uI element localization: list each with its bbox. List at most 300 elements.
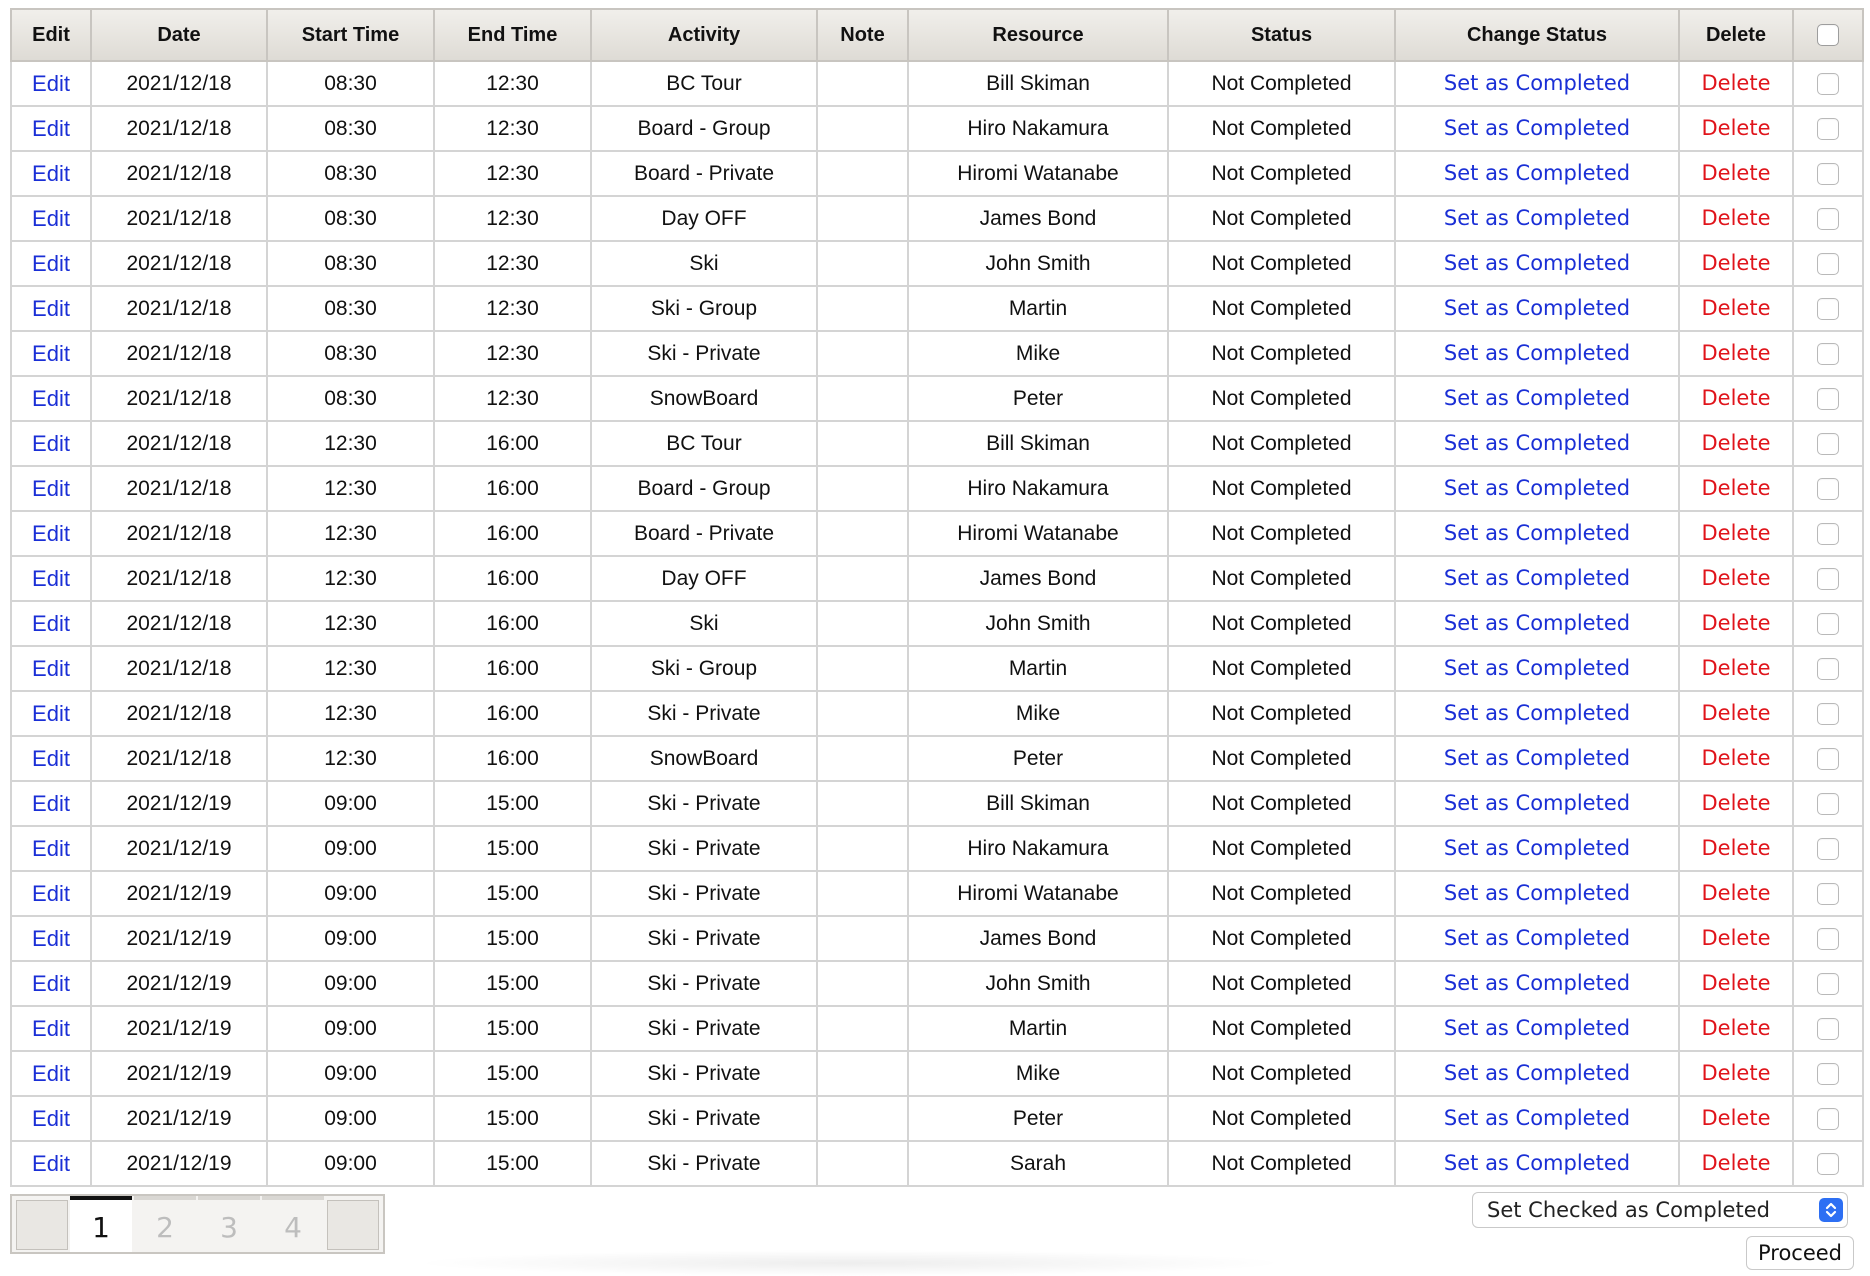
edit-cell: [11, 61, 91, 106]
row-checkbox[interactable]: [1817, 1108, 1839, 1130]
date-cell: 2021/12/19: [91, 826, 267, 871]
start-time-cell: 08:30: [267, 241, 434, 286]
resource-cell: Hiro Nakamura: [908, 106, 1168, 151]
resource-cell: Hiromi Watanabe: [908, 511, 1168, 556]
delete-link[interactable]: Delete: [1701, 791, 1771, 815]
row-checkbox[interactable]: [1817, 928, 1839, 950]
activity-cell: Ski - Private: [591, 1006, 817, 1051]
edit-link[interactable]: Edit: [32, 250, 70, 276]
column-header-note: Note: [817, 9, 908, 61]
set-as-completed-cell: [1395, 691, 1679, 736]
row-checkbox[interactable]: [1817, 253, 1839, 275]
column-header-start-time[interactable]: Start Time: [267, 9, 434, 61]
row-checkbox[interactable]: [1817, 973, 1839, 995]
page-1-button[interactable]: 1: [70, 1196, 132, 1252]
set-as-completed-link[interactable]: Set as Completed: [1443, 296, 1631, 320]
table-row: [11, 601, 1863, 646]
row-checkbox[interactable]: [1817, 163, 1839, 185]
table-row: [11, 196, 1863, 241]
delete-link[interactable]: Delete: [1701, 1061, 1771, 1085]
set-as-completed-cell: [1395, 376, 1679, 421]
date-cell: 2021/12/18: [91, 286, 267, 331]
start-time-cell: 09:00: [267, 826, 434, 871]
status-cell: Not Completed: [1168, 466, 1395, 511]
edit-cell: [11, 691, 91, 736]
delete-cell: [1679, 871, 1793, 916]
row-checkbox[interactable]: [1817, 838, 1839, 860]
bulk-action-select[interactable]: [1472, 1192, 1848, 1228]
set-as-completed-cell: [1395, 1006, 1679, 1051]
note-cell: [817, 196, 908, 241]
status-cell: Not Completed: [1168, 1006, 1395, 1051]
delete-link[interactable]: Delete: [1701, 746, 1771, 770]
edit-cell: [11, 196, 91, 241]
set-as-completed-cell: [1395, 1051, 1679, 1096]
column-header-date[interactable]: Date: [91, 9, 267, 61]
delete-link[interactable]: Delete: [1701, 206, 1771, 230]
delete-link[interactable]: Delete: [1701, 71, 1771, 95]
edit-link[interactable]: Edit: [32, 475, 70, 501]
date-cell: 2021/12/18: [91, 241, 267, 286]
row-checkbox[interactable]: [1817, 658, 1839, 680]
delete-link[interactable]: Delete: [1701, 476, 1771, 500]
status-cell: Not Completed: [1168, 1051, 1395, 1096]
delete-link[interactable]: Delete: [1701, 926, 1771, 950]
delete-link[interactable]: Delete: [1701, 1016, 1771, 1040]
edit-link[interactable]: Edit: [32, 1150, 70, 1176]
delete-cell: [1679, 466, 1793, 511]
delete-cell: [1679, 286, 1793, 331]
row-checkbox[interactable]: [1817, 1153, 1839, 1175]
delete-link[interactable]: Delete: [1701, 566, 1771, 590]
date-cell: 2021/12/19: [91, 961, 267, 1006]
status-cell: Not Completed: [1168, 601, 1395, 646]
delete-link[interactable]: Delete: [1701, 341, 1771, 365]
end-time-cell: 15:00: [434, 826, 591, 871]
end-time-cell: 12:30: [434, 286, 591, 331]
set-as-completed-cell: [1395, 421, 1679, 466]
row-checkbox[interactable]: [1817, 343, 1839, 365]
start-time-cell: 09:00: [267, 1051, 434, 1096]
delete-cell: [1679, 241, 1793, 286]
delete-cell: [1679, 556, 1793, 601]
row-select-cell: [1793, 511, 1863, 556]
end-time-cell: 15:00: [434, 871, 591, 916]
page-3-button[interactable]: 3: [198, 1196, 260, 1252]
activity-cell: Ski - Private: [591, 961, 817, 1006]
note-cell: [817, 826, 908, 871]
edit-cell: [11, 466, 91, 511]
edit-link[interactable]: Edit: [32, 1060, 70, 1086]
activity-cell: Ski - Private: [591, 781, 817, 826]
end-time-cell: 15:00: [434, 916, 591, 961]
status-cell: Not Completed: [1168, 286, 1395, 331]
edit-link[interactable]: Edit: [32, 970, 70, 996]
end-time-cell: 15:00: [434, 1141, 591, 1186]
edit-link[interactable]: Edit: [32, 385, 70, 411]
end-time-cell: 12:30: [434, 61, 591, 106]
edit-cell: [11, 511, 91, 556]
edit-link[interactable]: Edit: [32, 115, 70, 141]
note-cell: [817, 1096, 908, 1141]
activity-cell: Ski - Group: [591, 286, 817, 331]
bottom-shadow: [410, 1250, 1290, 1276]
set-as-completed-link[interactable]: Set as Completed: [1443, 791, 1631, 815]
set-as-completed-link[interactable]: Set as Completed: [1443, 71, 1631, 95]
start-time-cell: 09:00: [267, 1096, 434, 1141]
edit-link[interactable]: Edit: [32, 70, 70, 96]
set-as-completed-link[interactable]: Set as Completed: [1443, 206, 1631, 230]
delete-cell: [1679, 781, 1793, 826]
end-time-cell: 16:00: [434, 421, 591, 466]
delete-link[interactable]: Delete: [1701, 611, 1771, 635]
set-as-completed-link[interactable]: Set as Completed: [1443, 1151, 1631, 1175]
delete-link[interactable]: Delete: [1701, 656, 1771, 680]
delete-cell: [1679, 331, 1793, 376]
set-as-completed-cell: [1395, 871, 1679, 916]
set-as-completed-link[interactable]: Set as Completed: [1443, 701, 1631, 725]
row-select-cell: [1793, 286, 1863, 331]
table-row: [11, 916, 1863, 961]
set-as-completed-link[interactable]: Set as Completed: [1443, 926, 1631, 950]
row-checkbox[interactable]: [1817, 613, 1839, 635]
edit-cell: [11, 601, 91, 646]
activity-cell: Ski - Group: [591, 646, 817, 691]
row-select-cell: [1793, 421, 1863, 466]
edit-link[interactable]: Edit: [32, 925, 70, 951]
activity-cell: Ski - Private: [591, 1096, 817, 1141]
set-as-completed-link[interactable]: Set as Completed: [1443, 386, 1631, 410]
page-2-button[interactable]: 2: [134, 1196, 196, 1252]
row-select-cell: [1793, 736, 1863, 781]
edit-link[interactable]: Edit: [32, 340, 70, 366]
row-checkbox[interactable]: [1817, 1018, 1839, 1040]
start-time-cell: 08:30: [267, 331, 434, 376]
end-time-cell: 16:00: [434, 601, 591, 646]
set-as-completed-link[interactable]: Set as Completed: [1443, 521, 1631, 545]
column-header-activity[interactable]: Activity: [591, 9, 817, 61]
delete-link[interactable]: Delete: [1701, 521, 1771, 545]
table-row: [11, 331, 1863, 376]
set-as-completed-link[interactable]: Set as Completed: [1443, 881, 1631, 905]
start-time-cell: 09:00: [267, 961, 434, 1006]
delete-cell: [1679, 1006, 1793, 1051]
set-as-completed-link[interactable]: Set as Completed: [1443, 611, 1631, 635]
delete-link[interactable]: Delete: [1701, 431, 1771, 455]
date-cell: 2021/12/19: [91, 781, 267, 826]
date-cell: 2021/12/18: [91, 601, 267, 646]
note-cell: [817, 781, 908, 826]
status-cell: Not Completed: [1168, 151, 1395, 196]
row-select-cell: [1793, 151, 1863, 196]
resource-cell: Martin: [908, 286, 1168, 331]
note-cell: [817, 61, 908, 106]
set-as-completed-link[interactable]: Set as Completed: [1443, 1106, 1631, 1130]
row-checkbox[interactable]: [1817, 883, 1839, 905]
note-cell: [817, 286, 908, 331]
note-cell: [817, 466, 908, 511]
set-as-completed-link[interactable]: Set as Completed: [1443, 1061, 1631, 1085]
edit-link[interactable]: Edit: [32, 610, 70, 636]
status-cell: Not Completed: [1168, 331, 1395, 376]
next-page-button[interactable]: [327, 1200, 379, 1250]
note-cell: [817, 961, 908, 1006]
set-as-completed-link[interactable]: Set as Completed: [1443, 1016, 1631, 1040]
edit-cell: [11, 556, 91, 601]
delete-link[interactable]: Delete: [1701, 116, 1771, 140]
row-checkbox[interactable]: [1817, 703, 1839, 725]
table-row: [11, 1006, 1863, 1051]
date-cell: 2021/12/19: [91, 1096, 267, 1141]
edit-link[interactable]: Edit: [32, 430, 70, 456]
edit-link[interactable]: Edit: [32, 835, 70, 861]
start-time-cell: 09:00: [267, 781, 434, 826]
delete-link[interactable]: Delete: [1701, 1106, 1771, 1130]
note-cell: [817, 691, 908, 736]
note-cell: [817, 871, 908, 916]
proceed-button[interactable]: Proceed: [1746, 1236, 1854, 1270]
status-cell: Not Completed: [1168, 646, 1395, 691]
activity-cell: BC Tour: [591, 421, 817, 466]
set-as-completed-cell: [1395, 601, 1679, 646]
edit-cell: [11, 106, 91, 151]
activity-cell: Ski - Private: [591, 916, 817, 961]
set-as-completed-cell: [1395, 961, 1679, 1006]
row-select-cell: [1793, 826, 1863, 871]
resource-cell: Martin: [908, 1006, 1168, 1051]
end-time-cell: 16:00: [434, 556, 591, 601]
edit-cell: [11, 826, 91, 871]
status-cell: Not Completed: [1168, 781, 1395, 826]
start-time-cell: 12:30: [267, 691, 434, 736]
table-row: [11, 646, 1863, 691]
column-header-edit: Edit: [11, 9, 91, 61]
select-all-checkbox[interactable]: [1817, 24, 1839, 46]
row-select-cell: [1793, 196, 1863, 241]
resource-cell: John Smith: [908, 601, 1168, 646]
set-as-completed-link[interactable]: Set as Completed: [1443, 971, 1631, 995]
set-as-completed-link[interactable]: Set as Completed: [1443, 431, 1631, 455]
date-cell: 2021/12/18: [91, 556, 267, 601]
table-row: [11, 1141, 1863, 1186]
end-time-cell: 15:00: [434, 1096, 591, 1141]
resource-cell: Sarah: [908, 1141, 1168, 1186]
status-cell: Not Completed: [1168, 61, 1395, 106]
note-cell: [817, 1051, 908, 1096]
edit-link[interactable]: Edit: [32, 790, 70, 816]
delete-link[interactable]: Delete: [1701, 1151, 1771, 1175]
note-cell: [817, 106, 908, 151]
date-cell: 2021/12/19: [91, 1051, 267, 1096]
edit-link[interactable]: Edit: [32, 1015, 70, 1041]
delete-cell: [1679, 961, 1793, 1006]
status-cell: Not Completed: [1168, 916, 1395, 961]
start-time-cell: 12:30: [267, 421, 434, 466]
column-header-resource[interactable]: Resource: [908, 9, 1168, 61]
delete-link[interactable]: Delete: [1701, 881, 1771, 905]
row-select-cell: [1793, 961, 1863, 1006]
edit-cell: [11, 376, 91, 421]
set-as-completed-cell: [1395, 1096, 1679, 1141]
activity-cell: Board - Group: [591, 106, 817, 151]
delete-link[interactable]: Delete: [1701, 296, 1771, 320]
row-checkbox[interactable]: [1817, 568, 1839, 590]
date-cell: 2021/12/18: [91, 736, 267, 781]
table-row: [11, 781, 1863, 826]
row-checkbox[interactable]: [1817, 793, 1839, 815]
start-time-cell: 12:30: [267, 511, 434, 556]
end-time-cell: 16:00: [434, 511, 591, 556]
row-select-cell: [1793, 1096, 1863, 1141]
table-row: [11, 466, 1863, 511]
row-checkbox[interactable]: [1817, 298, 1839, 320]
edit-link[interactable]: Edit: [32, 1105, 70, 1131]
column-header-end-time[interactable]: End Time: [434, 9, 591, 61]
row-checkbox[interactable]: [1817, 73, 1839, 95]
edit-link[interactable]: Edit: [32, 160, 70, 186]
edit-link[interactable]: Edit: [32, 655, 70, 681]
date-cell: 2021/12/19: [91, 1006, 267, 1051]
table-row: [11, 826, 1863, 871]
edit-link[interactable]: Edit: [32, 565, 70, 591]
delete-cell: [1679, 916, 1793, 961]
set-as-completed-link[interactable]: Set as Completed: [1443, 341, 1631, 365]
row-checkbox[interactable]: [1817, 433, 1839, 455]
edit-link[interactable]: Edit: [32, 520, 70, 546]
activity-cell: Day OFF: [591, 196, 817, 241]
status-cell: Not Completed: [1168, 511, 1395, 556]
status-cell: Not Completed: [1168, 556, 1395, 601]
row-checkbox[interactable]: [1817, 1063, 1839, 1085]
end-time-cell: 12:30: [434, 376, 591, 421]
delete-cell: [1679, 511, 1793, 556]
start-time-cell: 09:00: [267, 871, 434, 916]
edit-cell: [11, 286, 91, 331]
row-select-cell: [1793, 331, 1863, 376]
row-checkbox[interactable]: [1817, 388, 1839, 410]
row-checkbox[interactable]: [1817, 523, 1839, 545]
delete-cell: [1679, 196, 1793, 241]
set-as-completed-link[interactable]: Set as Completed: [1443, 746, 1631, 770]
set-as-completed-link[interactable]: Set as Completed: [1443, 836, 1631, 860]
set-as-completed-cell: [1395, 781, 1679, 826]
note-cell: [817, 331, 908, 376]
row-checkbox[interactable]: [1817, 118, 1839, 140]
bulk-action-selected-value: Set Checked as Completed: [1487, 1198, 1770, 1222]
resource-cell: Martin: [908, 646, 1168, 691]
up-down-chevron-icon: [1819, 1198, 1843, 1222]
column-header-status[interactable]: Status: [1168, 9, 1395, 61]
column-header-change-status: Change Status: [1395, 9, 1679, 61]
set-as-completed-cell: [1395, 736, 1679, 781]
table-row: [11, 961, 1863, 1006]
set-as-completed-cell: [1395, 466, 1679, 511]
start-time-cell: 12:30: [267, 601, 434, 646]
resource-cell: John Smith: [908, 961, 1168, 1006]
previous-page-button[interactable]: [16, 1200, 68, 1250]
delete-cell: [1679, 421, 1793, 466]
column-header-select-all: [1793, 9, 1863, 61]
note-cell: [817, 916, 908, 961]
resource-cell: Mike: [908, 1051, 1168, 1096]
start-time-cell: 09:00: [267, 1141, 434, 1186]
delete-link[interactable]: Delete: [1701, 161, 1771, 185]
set-as-completed-link[interactable]: Set as Completed: [1443, 656, 1631, 680]
row-checkbox[interactable]: [1817, 748, 1839, 770]
start-time-cell: 09:00: [267, 1006, 434, 1051]
delete-cell: [1679, 691, 1793, 736]
delete-cell: [1679, 646, 1793, 691]
resource-cell: James Bond: [908, 916, 1168, 961]
row-select-cell: [1793, 241, 1863, 286]
set-as-completed-link[interactable]: Set as Completed: [1443, 566, 1631, 590]
row-select-cell: [1793, 466, 1863, 511]
delete-cell: [1679, 1051, 1793, 1096]
status-cell: Not Completed: [1168, 421, 1395, 466]
delete-link[interactable]: Delete: [1701, 701, 1771, 725]
edit-cell: [11, 1006, 91, 1051]
resource-cell: John Smith: [908, 241, 1168, 286]
delete-link[interactable]: Delete: [1701, 836, 1771, 860]
resource-cell: James Bond: [908, 196, 1168, 241]
start-time-cell: 12:30: [267, 556, 434, 601]
page-4-button[interactable]: 4: [262, 1196, 324, 1252]
edit-link[interactable]: Edit: [32, 700, 70, 726]
date-cell: 2021/12/19: [91, 1141, 267, 1186]
resource-cell: Bill Skiman: [908, 421, 1168, 466]
note-cell: [817, 511, 908, 556]
edit-link[interactable]: Edit: [32, 880, 70, 906]
edit-cell: [11, 241, 91, 286]
date-cell: 2021/12/18: [91, 151, 267, 196]
row-select-cell: [1793, 1051, 1863, 1096]
row-select-cell: [1793, 376, 1863, 421]
resource-cell: Peter: [908, 376, 1168, 421]
note-cell: [817, 556, 908, 601]
activity-cell: Ski - Private: [591, 1051, 817, 1096]
delete-link[interactable]: Delete: [1701, 251, 1771, 275]
row-checkbox[interactable]: [1817, 478, 1839, 500]
set-as-completed-link[interactable]: Set as Completed: [1443, 251, 1631, 275]
set-as-completed-cell: [1395, 106, 1679, 151]
row-select-cell: [1793, 106, 1863, 151]
row-select-cell: [1793, 691, 1863, 736]
edit-link[interactable]: Edit: [32, 745, 70, 771]
note-cell: [817, 736, 908, 781]
delete-cell: [1679, 601, 1793, 646]
set-as-completed-cell: [1395, 196, 1679, 241]
delete-link[interactable]: Delete: [1701, 386, 1771, 410]
table-header-row: [11, 9, 1863, 61]
end-time-cell: 16:00: [434, 646, 591, 691]
delete-link[interactable]: Delete: [1701, 971, 1771, 995]
edit-link[interactable]: Edit: [32, 205, 70, 231]
status-cell: Not Completed: [1168, 1096, 1395, 1141]
row-select-cell: [1793, 556, 1863, 601]
date-cell: 2021/12/18: [91, 646, 267, 691]
edit-link[interactable]: Edit: [32, 295, 70, 321]
end-time-cell: 16:00: [434, 691, 591, 736]
set-as-completed-link[interactable]: Set as Completed: [1443, 161, 1631, 185]
end-time-cell: 15:00: [434, 1051, 591, 1096]
set-as-completed-link[interactable]: Set as Completed: [1443, 476, 1631, 500]
end-time-cell: 12:30: [434, 106, 591, 151]
date-cell: 2021/12/18: [91, 466, 267, 511]
resource-cell: Hiromi Watanabe: [908, 871, 1168, 916]
activity-cell: Ski - Private: [591, 871, 817, 916]
row-checkbox[interactable]: [1817, 208, 1839, 230]
set-as-completed-link[interactable]: Set as Completed: [1443, 116, 1631, 140]
